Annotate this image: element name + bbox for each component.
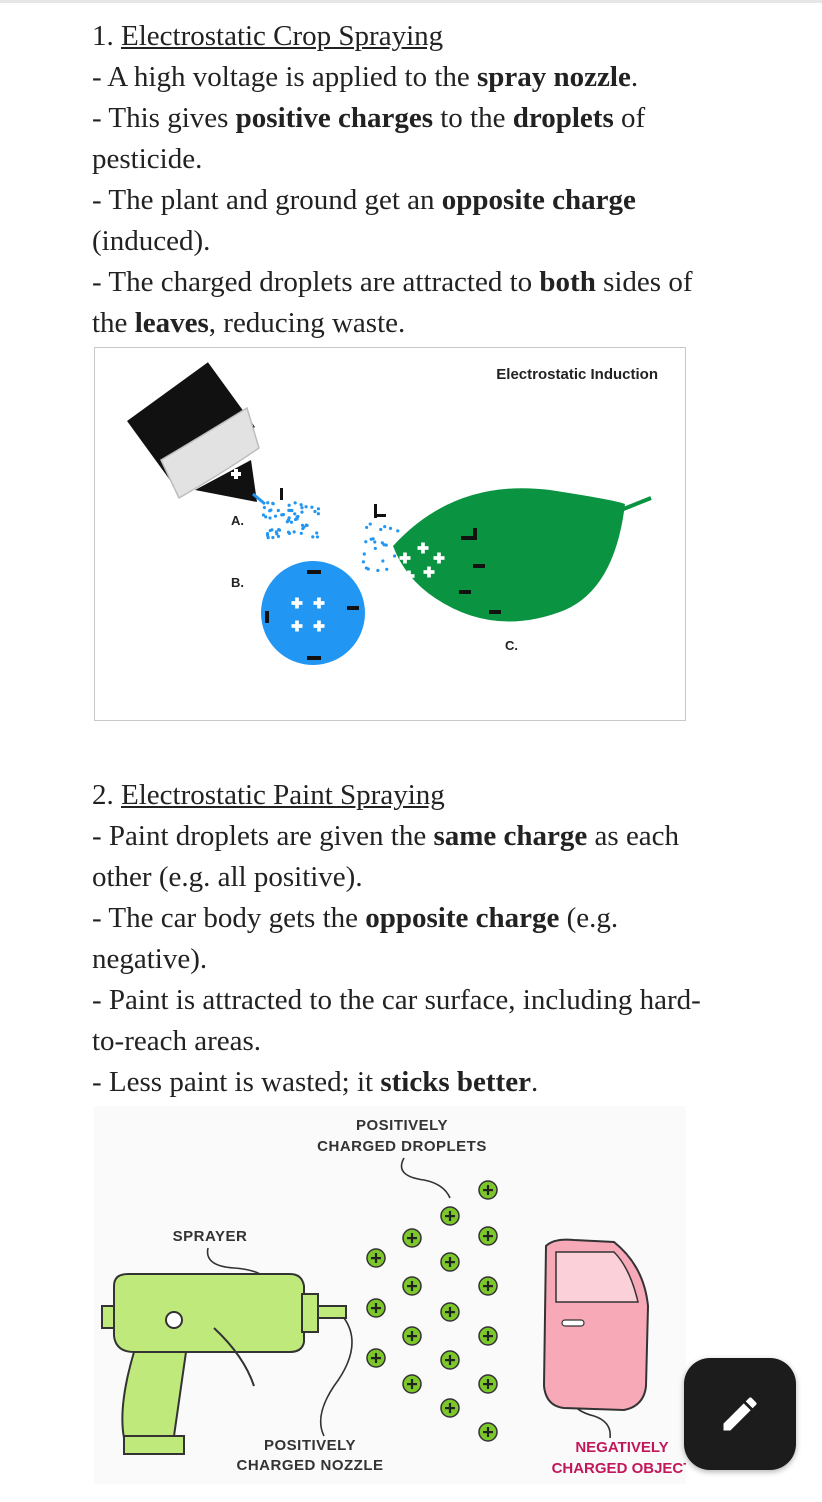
spray-dot [385,543,388,546]
bold-term: positive charges [235,102,433,134]
bullet-line [92,980,702,1062]
bullet-text: to the [433,102,513,134]
bullet-text: (induced). [92,225,211,257]
spray-dot [269,508,272,511]
spray-dot [393,554,396,557]
plus-bar-v [449,1403,451,1413]
positive-droplet [441,1207,459,1225]
bullet-text: (e.g. negative). [92,902,619,975]
spray-dot [300,532,303,535]
spray-dot [275,530,278,533]
plus-bar-v [487,1379,489,1389]
bullet-line [92,262,702,344]
positive-droplet [479,1423,497,1441]
plus-bar-v [487,1231,489,1241]
spray-dot [367,567,370,570]
positive-droplet [403,1277,421,1295]
plus-bar-v [375,1253,377,1263]
spray-dot [269,529,272,532]
bullet-text: - This gives [92,102,236,134]
label-a: A. [231,513,244,528]
spray-dot [288,504,291,507]
spray-nozzle [127,362,265,504]
minus-sign [459,590,471,594]
bullet-line [92,98,702,180]
bullet-line [92,816,702,898]
positive-droplet [479,1375,497,1393]
minus-sign [461,536,473,540]
section-2-title: Electrostatic Paint Spraying [121,779,445,811]
spray-dot [317,512,320,515]
bold-term: opposite charge [365,902,560,934]
bullet-text: . [630,61,639,93]
spray-dot [293,530,296,533]
bullet-text: , reducing waste. [208,307,406,339]
plus-bar-v [449,1307,451,1317]
plus-bar-v [421,543,425,554]
plus-bar-v [449,1257,451,1267]
positive-droplet [403,1375,421,1393]
spray-dot [262,513,265,516]
figure-1-title: Electrostatic Induction [496,366,658,383]
positive-droplet [441,1399,459,1417]
positive-droplet [367,1299,385,1317]
plus-bar-v [411,1379,413,1389]
droplets-label-line-1: POSITIVELY [356,1117,448,1134]
spray-dot [365,526,368,529]
sprayer-label: SPRAYER [172,1228,248,1245]
nozzle-label-line-1: POSITIVELY [264,1437,356,1454]
plus-bar-v [437,553,441,564]
plus-bar-v [375,1353,377,1363]
electrostatic-induction-figure [94,347,686,721]
plus-bar-v [317,621,321,632]
bold-term: sticks better [380,1066,531,1098]
bold-term: spray nozzle [477,61,631,93]
plus-bar-v [449,1355,451,1365]
spray-dot [271,502,274,505]
spray-dot [266,501,269,504]
plus-bar-v [487,1281,489,1291]
spray-dot [381,541,384,544]
positive-droplet [441,1253,459,1271]
minus-sign [489,610,501,614]
spray-dot [277,528,280,531]
plus-bar-v [317,598,321,609]
plus-bar-v [407,571,411,582]
section-paint-spraying [92,775,702,1103]
positive-droplet [479,1227,497,1245]
spray-dot [370,538,373,541]
object-label-line-2: CHARGED OBJECT [551,1460,686,1477]
spray-dot [293,512,296,515]
bold-term: opposite charge [441,184,636,216]
spray-dot [302,526,305,529]
bullet-line [92,180,702,262]
spray-dot [288,532,291,535]
section-1-number: 1. [92,20,114,52]
positive-droplet [367,1349,385,1367]
bullet-line [92,57,702,98]
plus-bar-v [411,1233,413,1243]
spray-dot [280,513,283,516]
spray-dot [295,517,298,520]
spray-dot [311,535,314,538]
bullet-text: as each other (e.g. all positive). [92,820,680,893]
edit-pencil-icon [718,1392,762,1436]
positive-droplet [367,1249,385,1267]
spray-dot [304,505,307,508]
spray-dot [271,536,274,539]
positive-droplet [441,1303,459,1321]
section-2-number: 2. [92,779,114,811]
label-c: C. [505,638,518,653]
plus-bar-v [411,1331,413,1341]
spray-dot [290,521,293,524]
bullet-text: . [530,1066,539,1098]
spray-dot [396,529,399,532]
positive-droplet [479,1277,497,1295]
bullet-text: - The car body gets the [92,902,366,934]
section-crop-spraying [92,16,702,344]
object-label-line-1: NEGATIVELY [575,1439,669,1456]
spray-dot [379,528,382,531]
plus-bar-v [403,553,407,564]
spray-dot [294,501,297,504]
spray-dot [300,511,303,514]
spray-dot [317,507,320,510]
bold-term: leaves [134,307,209,339]
positive-droplet [479,1327,497,1345]
spray-dot [300,503,303,506]
positive-droplet [441,1351,459,1369]
spray-dot [385,568,388,571]
spray-dot [268,516,271,519]
spray-dot [274,515,277,518]
spray-dot [315,531,318,534]
bullet-text: of pesticide. [92,102,646,175]
edit-button[interactable] [684,1358,796,1470]
spray-dot [364,540,367,543]
spray-droplets [262,501,320,539]
plus-bar-v [487,1185,489,1195]
bullet-line [92,1062,702,1103]
spray-dot [369,522,372,525]
section-1-heading [92,16,702,57]
bullet-line [92,898,702,980]
minus-sign [265,611,269,623]
top-divider [0,0,822,3]
plus-bar-v [487,1331,489,1341]
droplets-label-line-2: CHARGED DROPLETS [317,1138,487,1155]
car-door [544,1240,648,1410]
plus-bar-v [487,1427,489,1437]
spray-dot [363,552,366,555]
spray-dot [300,506,303,509]
bold-term: both [539,266,596,298]
spray-dot [381,559,384,562]
spray-dot [373,540,376,543]
minus-sign [307,570,321,574]
spray-dot [316,535,319,538]
positive-droplet [403,1327,421,1345]
spray-dot [376,569,379,572]
minus-sign [473,564,485,568]
plus-bar-v [449,1211,451,1221]
spray-dot [362,560,365,563]
label-b: B. [231,575,244,590]
plus-bar-v [375,1303,377,1313]
bullet-text: - Paint is attracted to the car surface, including hard-to-reach areas. [92,984,701,1057]
minus-sign [307,656,321,660]
minus-sign [473,528,477,540]
plus-bar-v [427,567,431,578]
bullet-text: - Less paint is wasted; it [92,1066,381,1098]
leaf [393,488,651,621]
spray-dot [310,506,313,509]
paint-spraying-diagram [94,1106,686,1484]
plus-bar-v [295,621,299,632]
spray-dot [277,509,280,512]
positive-droplet [403,1229,421,1247]
spray-dot [289,509,292,512]
nozzle-label-line-2: CHARGED NOZZLE [236,1457,384,1474]
section-2-bullets [92,816,702,1103]
bullet-text: - The plant and ground get an [92,184,442,216]
spray-dot [389,527,392,530]
spray-dot [374,547,377,550]
section-1-title: Electrostatic Crop Spraying [121,20,444,52]
bullet-text: sides of the [92,266,693,339]
spray-dot [313,510,316,513]
section-1-bullets [92,57,702,344]
bold-term: droplets [512,102,614,134]
induction-diagram [95,348,685,720]
bold-term: same charge [433,820,588,852]
plus-bar-v [295,598,299,609]
minus-sign [347,606,359,610]
plus-bar-v [411,1281,413,1291]
spray-dot [383,525,386,528]
spray-dot [277,535,280,538]
section-2-heading [92,775,702,816]
spray-dot [263,506,266,509]
spray-dot [267,536,270,539]
bullet-text: - The charged droplets are attracted to [92,266,540,298]
positive-droplet [479,1181,497,1199]
paint-spraying-figure [94,1106,686,1484]
bullet-text: - A high voltage is applied to the [92,61,478,93]
bullet-text: - Paint droplets are given the [92,820,434,852]
spray-dot [288,516,291,519]
charged-droplet-circle [261,561,365,665]
